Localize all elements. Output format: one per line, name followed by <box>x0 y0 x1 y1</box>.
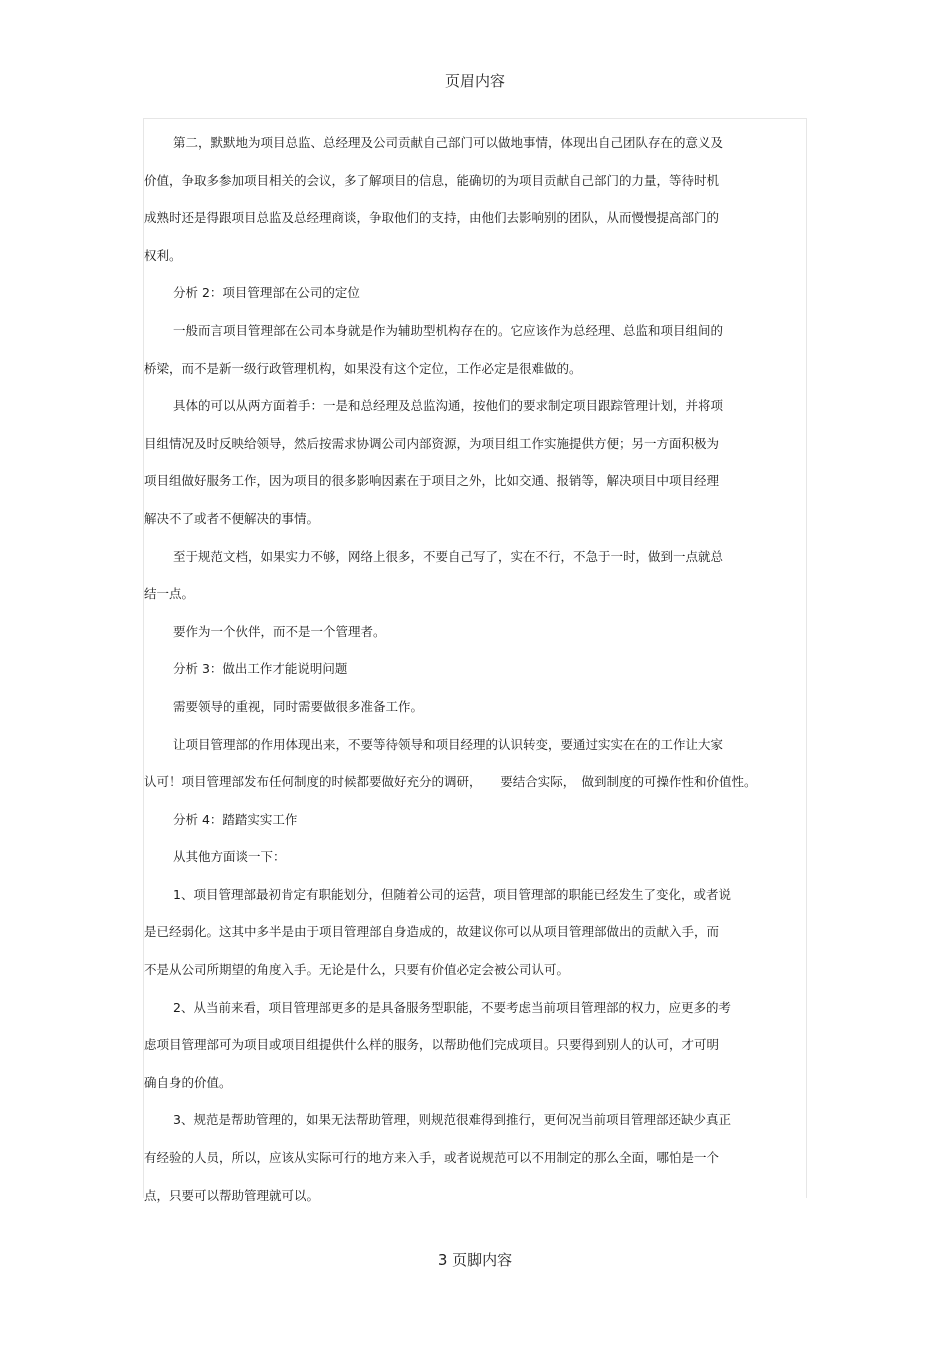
page-footer: 3 页脚内容 <box>437 1251 513 1269</box>
paragraph-line: 目组情况及时反映给领导，然后按需求协调公司内部资源，为项目组工作实施提供方便；另一方面积极为 <box>144 435 720 451</box>
document-body <box>144 124 794 1214</box>
paragraph-line: 至于规范文档，如果实力不够，网络上很多，不要自己写了，实在不行，不急于一时，做到一点就总 <box>173 548 724 564</box>
paragraph-line: 从其他方面谈一下： <box>173 849 286 865</box>
list-item-1: 1、项目管理部最初肯定有职能划分，但随着公司的运营，项目管理部的职能已经发生了变化，或者说 <box>173 886 731 902</box>
list-item-3: 3、规范是帮助管理的，如果无法帮助管理，则规范很难得到推行，更何况当前项目管理部还缺少真正 <box>173 1112 731 1128</box>
paragraph-line: 需要领导的重视，同时需要做很多准备工作。 <box>173 698 424 714</box>
paragraph-line: 认可！项目管理部发布任何制度的时候都要做好充分的调研， 要结合实际， 做到制度的可操作性和价值性。 <box>144 774 757 790</box>
paragraph-line: 结一点。 <box>144 586 195 602</box>
paragraph-line: 不是从公司所期望的角度入手。无论是什么，只要有价值必定会被公司认可。 <box>144 962 570 978</box>
paragraph-line: 虑项目管理部可为项目或项目组提供什么样的服务，以帮助他们完成项目。只要得到别人的认可，才可明 <box>144 1037 720 1053</box>
paragraph-line: 有经验的人员，所以，应该从实际可行的地方来入手，或者说规范可以不用制定的那么全面，哪怕是一个 <box>144 1150 720 1166</box>
paragraph-line: 具体的可以从两方面着手：一是和总经理及总监沟通，按他们的要求制定项目跟踪管理计划，并将项 <box>173 398 724 414</box>
paragraph-line: 要作为一个伙伴，而不是一个管理者。 <box>173 623 386 639</box>
paragraph-line: 第二，默默地为项目总监、总经理及公司贡献自己部门可以做地事情，体现出自己团队存在的意义及 <box>173 135 724 150</box>
section-heading: 分析 2：项目管理部在公司的定位 <box>173 285 360 301</box>
paragraph-line: 一般而言项目管理部在公司本身就是作为辅助型机构存在的。它应该作为总经理、总监和项目组间的 <box>173 322 724 338</box>
paragraph-line: 成熟时还是得跟项目总监及总经理商谈，争取他们的支持，由他们去影响别的团队，从而慢慢提高部门的 <box>144 210 720 226</box>
page-header: 页眉内容 <box>444 72 505 90</box>
paragraph-line: 让项目管理部的作用体现出来，不要等待领导和项目经理的认识转变，要通过实实在在的工作让大家 <box>173 736 724 752</box>
paragraph-line: 确自身的价值。 <box>144 1074 232 1090</box>
section-heading: 分析 3：做出工作才能说明问题 <box>173 661 348 677</box>
paragraph-line: 桥梁，而不是新一级行政管理机构，如果没有这个定位，工作必定是很难做的。 <box>144 360 582 376</box>
paragraph-line: 是已经弱化。这其中多半是由于项目管理部自身造成的，故建议你可以从项目管理部做出的贡献入手，而 <box>144 924 720 940</box>
list-item-2: 2、从当前来看，项目管理部更多的是具备服务型职能，不要考虑当前项目管理部的权力，应更多的考 <box>173 999 731 1015</box>
paragraph-line: 解决不了或者不便解决的事情。 <box>144 510 320 526</box>
section-heading: 分析 4：踏踏实实工作 <box>173 811 298 827</box>
paragraph-line: 点，只要可以帮助管理就可以。 <box>144 1187 320 1203</box>
paragraph-line: 权利。 <box>144 247 182 263</box>
paragraph-line: 项目组做好服务工作，因为项目的很多影响因素在于项目之外，比如交通、报销等，解决项目中项目经理 <box>144 473 720 489</box>
paragraph-line: 价值，争取多参加项目相关的会议，多了解项目的信息，能确切的为项目贡献自己部门的力量，等待时机 <box>144 172 720 188</box>
